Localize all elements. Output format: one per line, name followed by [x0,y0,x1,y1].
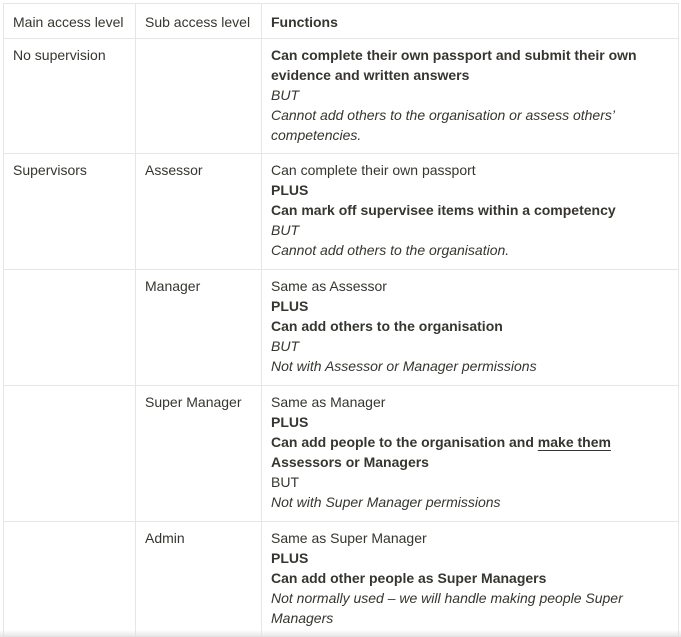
function-line: Can complete their own passport and submit their own evidence and written answers [271,47,637,83]
function-line: BUT [271,87,299,103]
access-levels-table-container [3,3,678,637]
cell-sub-level: Manager [136,270,262,386]
table-row-assessor [4,154,679,270]
table-row-no-supervision [4,39,679,154]
function-line: Can add others to the organisation [271,318,503,334]
function-line: Same as Super Manager [271,530,427,546]
function-line: Can complete their own passport [271,162,476,178]
function-line: Not normally used – we will handle making people Super Managers [271,590,623,626]
cell-sub-level [136,39,262,154]
access-levels-table [3,3,679,637]
underlined-text: make them [537,434,611,450]
header-functions: Functions [262,4,679,39]
cell-functions [262,154,679,270]
function-line: PLUS [271,414,309,430]
function-line [271,432,669,472]
cell-main-level [4,270,136,386]
function-line: PLUS [271,182,309,198]
header-sub-access-level: Sub access level [136,4,262,39]
function-line: Same as Assessor [271,278,387,294]
cell-main-level [4,522,136,637]
bottom-fade [0,630,681,637]
function-line: Can add other people as Super Managers [271,570,547,586]
function-text: Can add people to the organisation and [271,434,538,450]
function-line: Not with Assessor or Manager permissions [271,358,537,374]
cell-main-level [4,386,136,522]
header-row [4,4,679,39]
cell-sub-level: Admin [136,522,262,637]
function-line: BUT [271,338,299,354]
function-line: Not with Super Manager permissions [271,494,501,510]
function-line: Can mark off supervisee items within a competency [271,202,616,218]
table-row-manager [4,270,679,386]
cell-functions [262,39,679,154]
cell-functions [262,386,679,522]
header-main-access-level: Main access level [4,4,136,39]
cell-main-level: Supervisors [4,154,136,270]
function-line: Cannot add others to the organisation or assess others’ competencies. [271,107,615,143]
function-line: PLUS [271,550,309,566]
table-row-admin [4,522,679,637]
function-line: Same as Manager [271,394,386,410]
function-line: Cannot add others to the organisation. [271,242,510,258]
function-line: PLUS [271,298,309,314]
table-row-super-manager [4,386,679,522]
function-text: Assessors or Managers [271,454,429,470]
cell-sub-level: Super Manager [136,386,262,522]
cell-main-level: No supervision [4,39,136,154]
cell-functions [262,270,679,386]
function-line: BUT [271,474,299,490]
cell-sub-level: Assessor [136,154,262,270]
cell-functions [262,522,679,637]
function-line: BUT [271,222,299,238]
